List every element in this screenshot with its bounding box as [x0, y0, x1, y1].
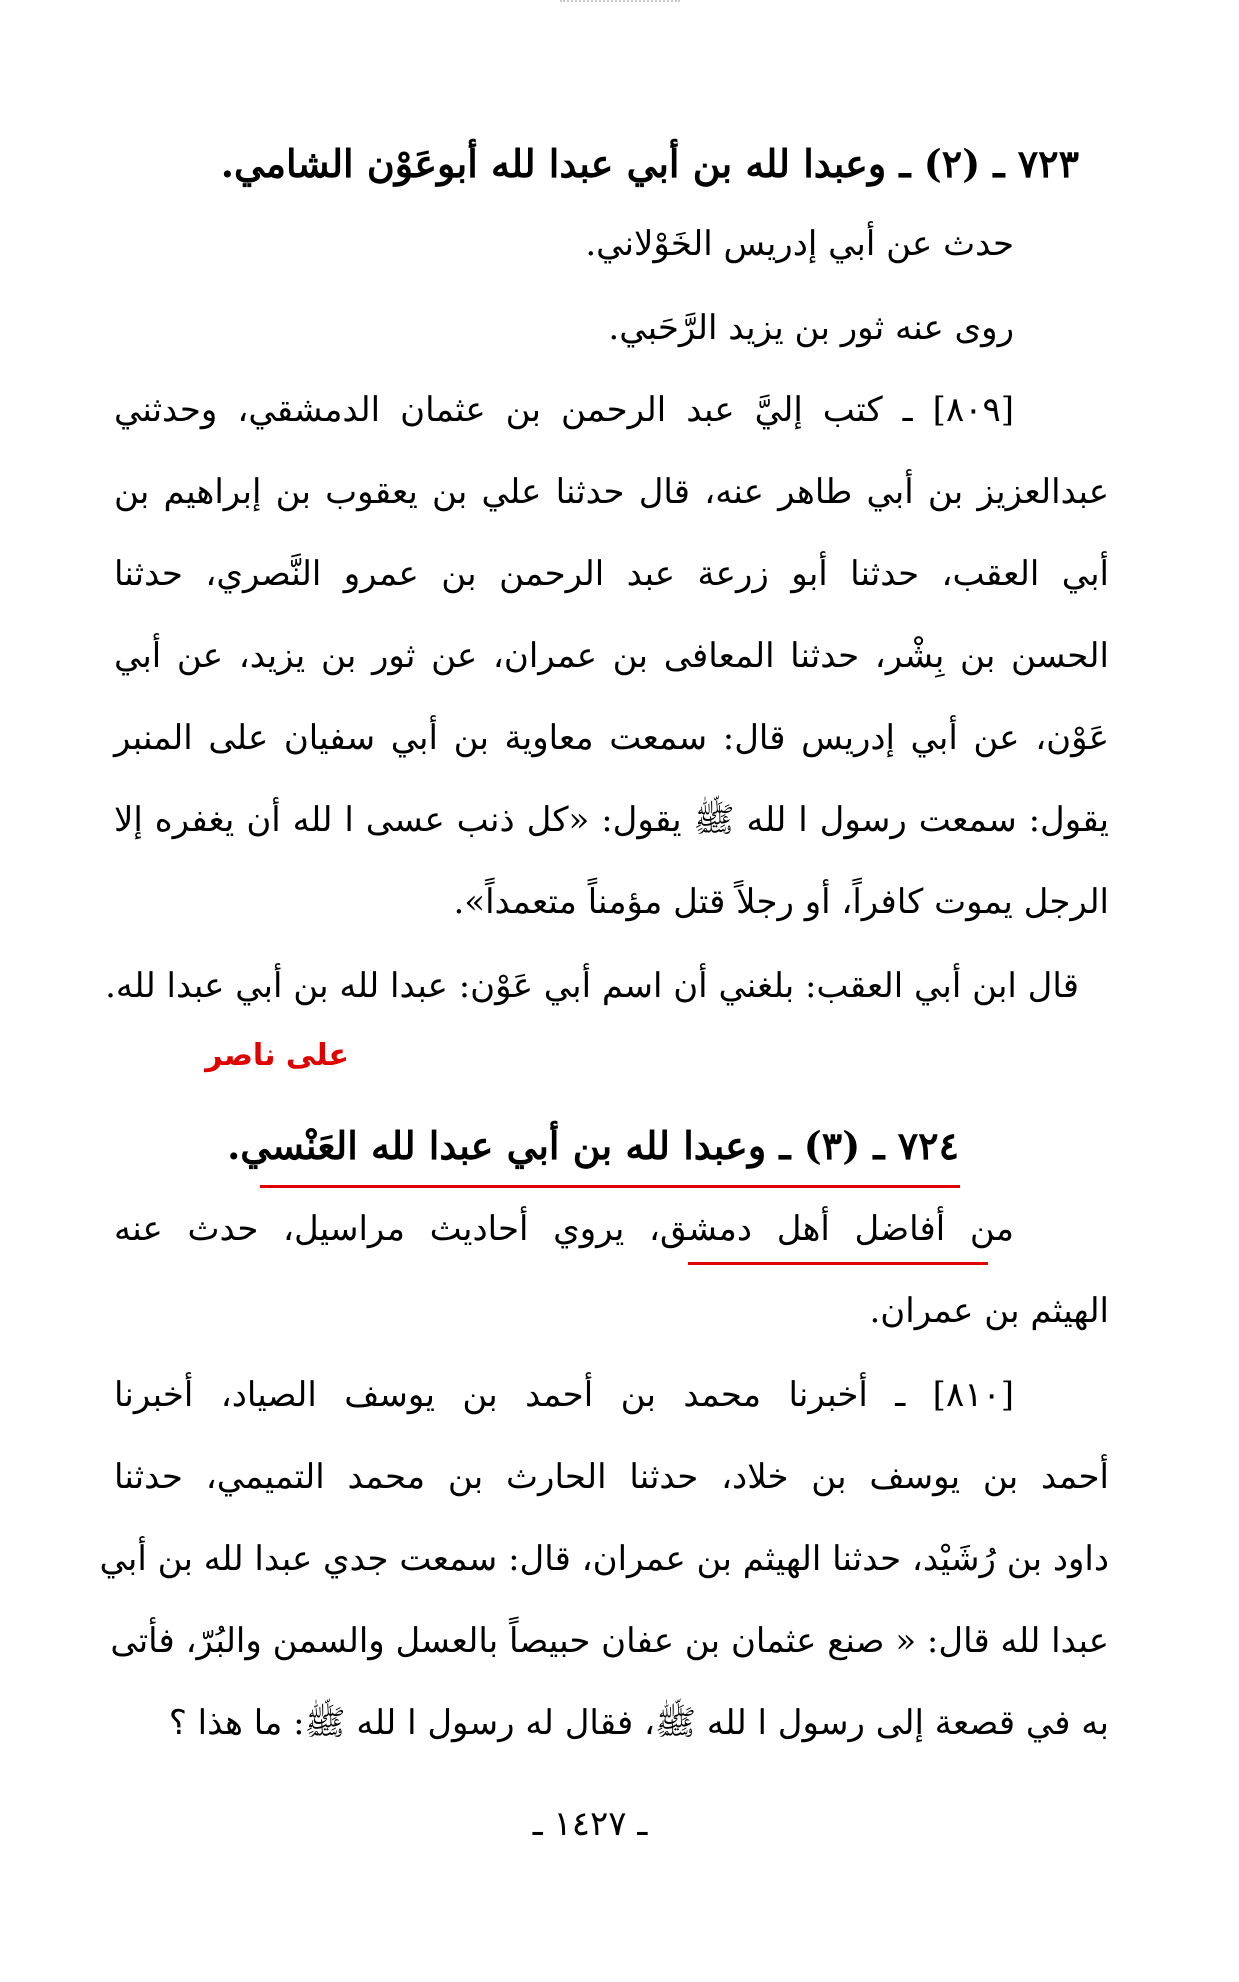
scan-top-mark: [560, 0, 680, 6]
entry-724-line-2: الهيثم بن عمران.: [869, 1291, 1109, 1331]
entry-724-line-7: به في قصعة إلى رسول ا لله ﷺ، فقال له رسول ا لله ﷺ: ما هذا ؟: [168, 1703, 1109, 1743]
phrase-red-underline: [688, 1262, 988, 1265]
entry-723-line-9: الرجل يموت كافراً، أو رجلاً قتل مؤمناً متعمداً».: [453, 882, 1109, 922]
entry-724-line-4: أحمد بن يوسف بن خلاد، حدثنا الحارث بن محمد التميمي، حدثنا: [114, 1457, 1109, 1497]
entry-723-line-2: روى عنه ثور بن يزيد الرَّحَبي.: [608, 308, 1014, 348]
entry-724-line-1: من أفاضل أهل دمشق، يروي أحاديث مراسيل، حدث عنه: [114, 1209, 1014, 1249]
entry-724-line-6: عبدا لله قال: « صنع عثمان بن عفان حبيصاً بالعسل والسمن والبُرّ، فأتى: [110, 1621, 1109, 1661]
entry-723-line-3: [٨٠٩] ـ كتب إليَّ عبد الرحمن بن عثمان الدمشقي، وحدثني: [114, 390, 1014, 430]
entry-724-heading: ٧٢٤ ـ (٣) ـ وعبدا لله بن أبي عبدا لله العَنْسي.: [227, 1123, 959, 1168]
entry-724-line-3: [٨١٠] ـ أخبرنا محمد بن أحمد بن يوسف الصياد، أخبرنا: [114, 1375, 1014, 1415]
page-number: ـ ١٤٢٧ ـ: [532, 1804, 648, 1844]
entry-723-line-8: يقول: سمعت رسول ا لله ﷺ يقول: «كل ذنب عسى ا لله أن يغفره إلا: [114, 800, 1109, 840]
entry-723-line-6: الحسن بن بِشْر، حدثنا المعافى بن عمران، عن ثور بن يزيد، عن أبي: [114, 636, 1109, 676]
entry-723-heading: ٧٢٣ ـ (٢) ـ وعبدا لله بن أبي عبدا لله أبوعَوْن الشامي.: [220, 141, 1079, 186]
entry-723-line-7: عَوْن، عن أبي إدريس قال: سمعت معاوية بن أبي سفيان على المنبر: [114, 718, 1109, 758]
entry-723-line-10: قال ابن أبي العقب: بلغني أن اسم أبي عَوْن: عبدا لله بن أبي عبدا لله.: [105, 966, 1079, 1006]
entry-723-line-1: حدث عن أبي إدريس الخَوْلاني.: [585, 224, 1014, 264]
entry-723-line-4: عبدالعزيز بن أبي طاهر عنه، قال حدثنا علي بن يعقوب بن إبراهيم بن: [114, 472, 1109, 512]
annotation-name: على ناصر: [205, 1038, 349, 1073]
entry-724-line-5: داود بن رُشَيْد، حدثنا الهيثم بن عمران، قال: سمعت جدي عبدا لله بن أبي: [99, 1539, 1109, 1579]
heading-red-underline: [260, 1185, 960, 1188]
entry-723-line-5: أبي العقب، حدثنا أبو زرعة عبد الرحمن بن عمرو النَّصري، حدثنا: [114, 554, 1109, 594]
